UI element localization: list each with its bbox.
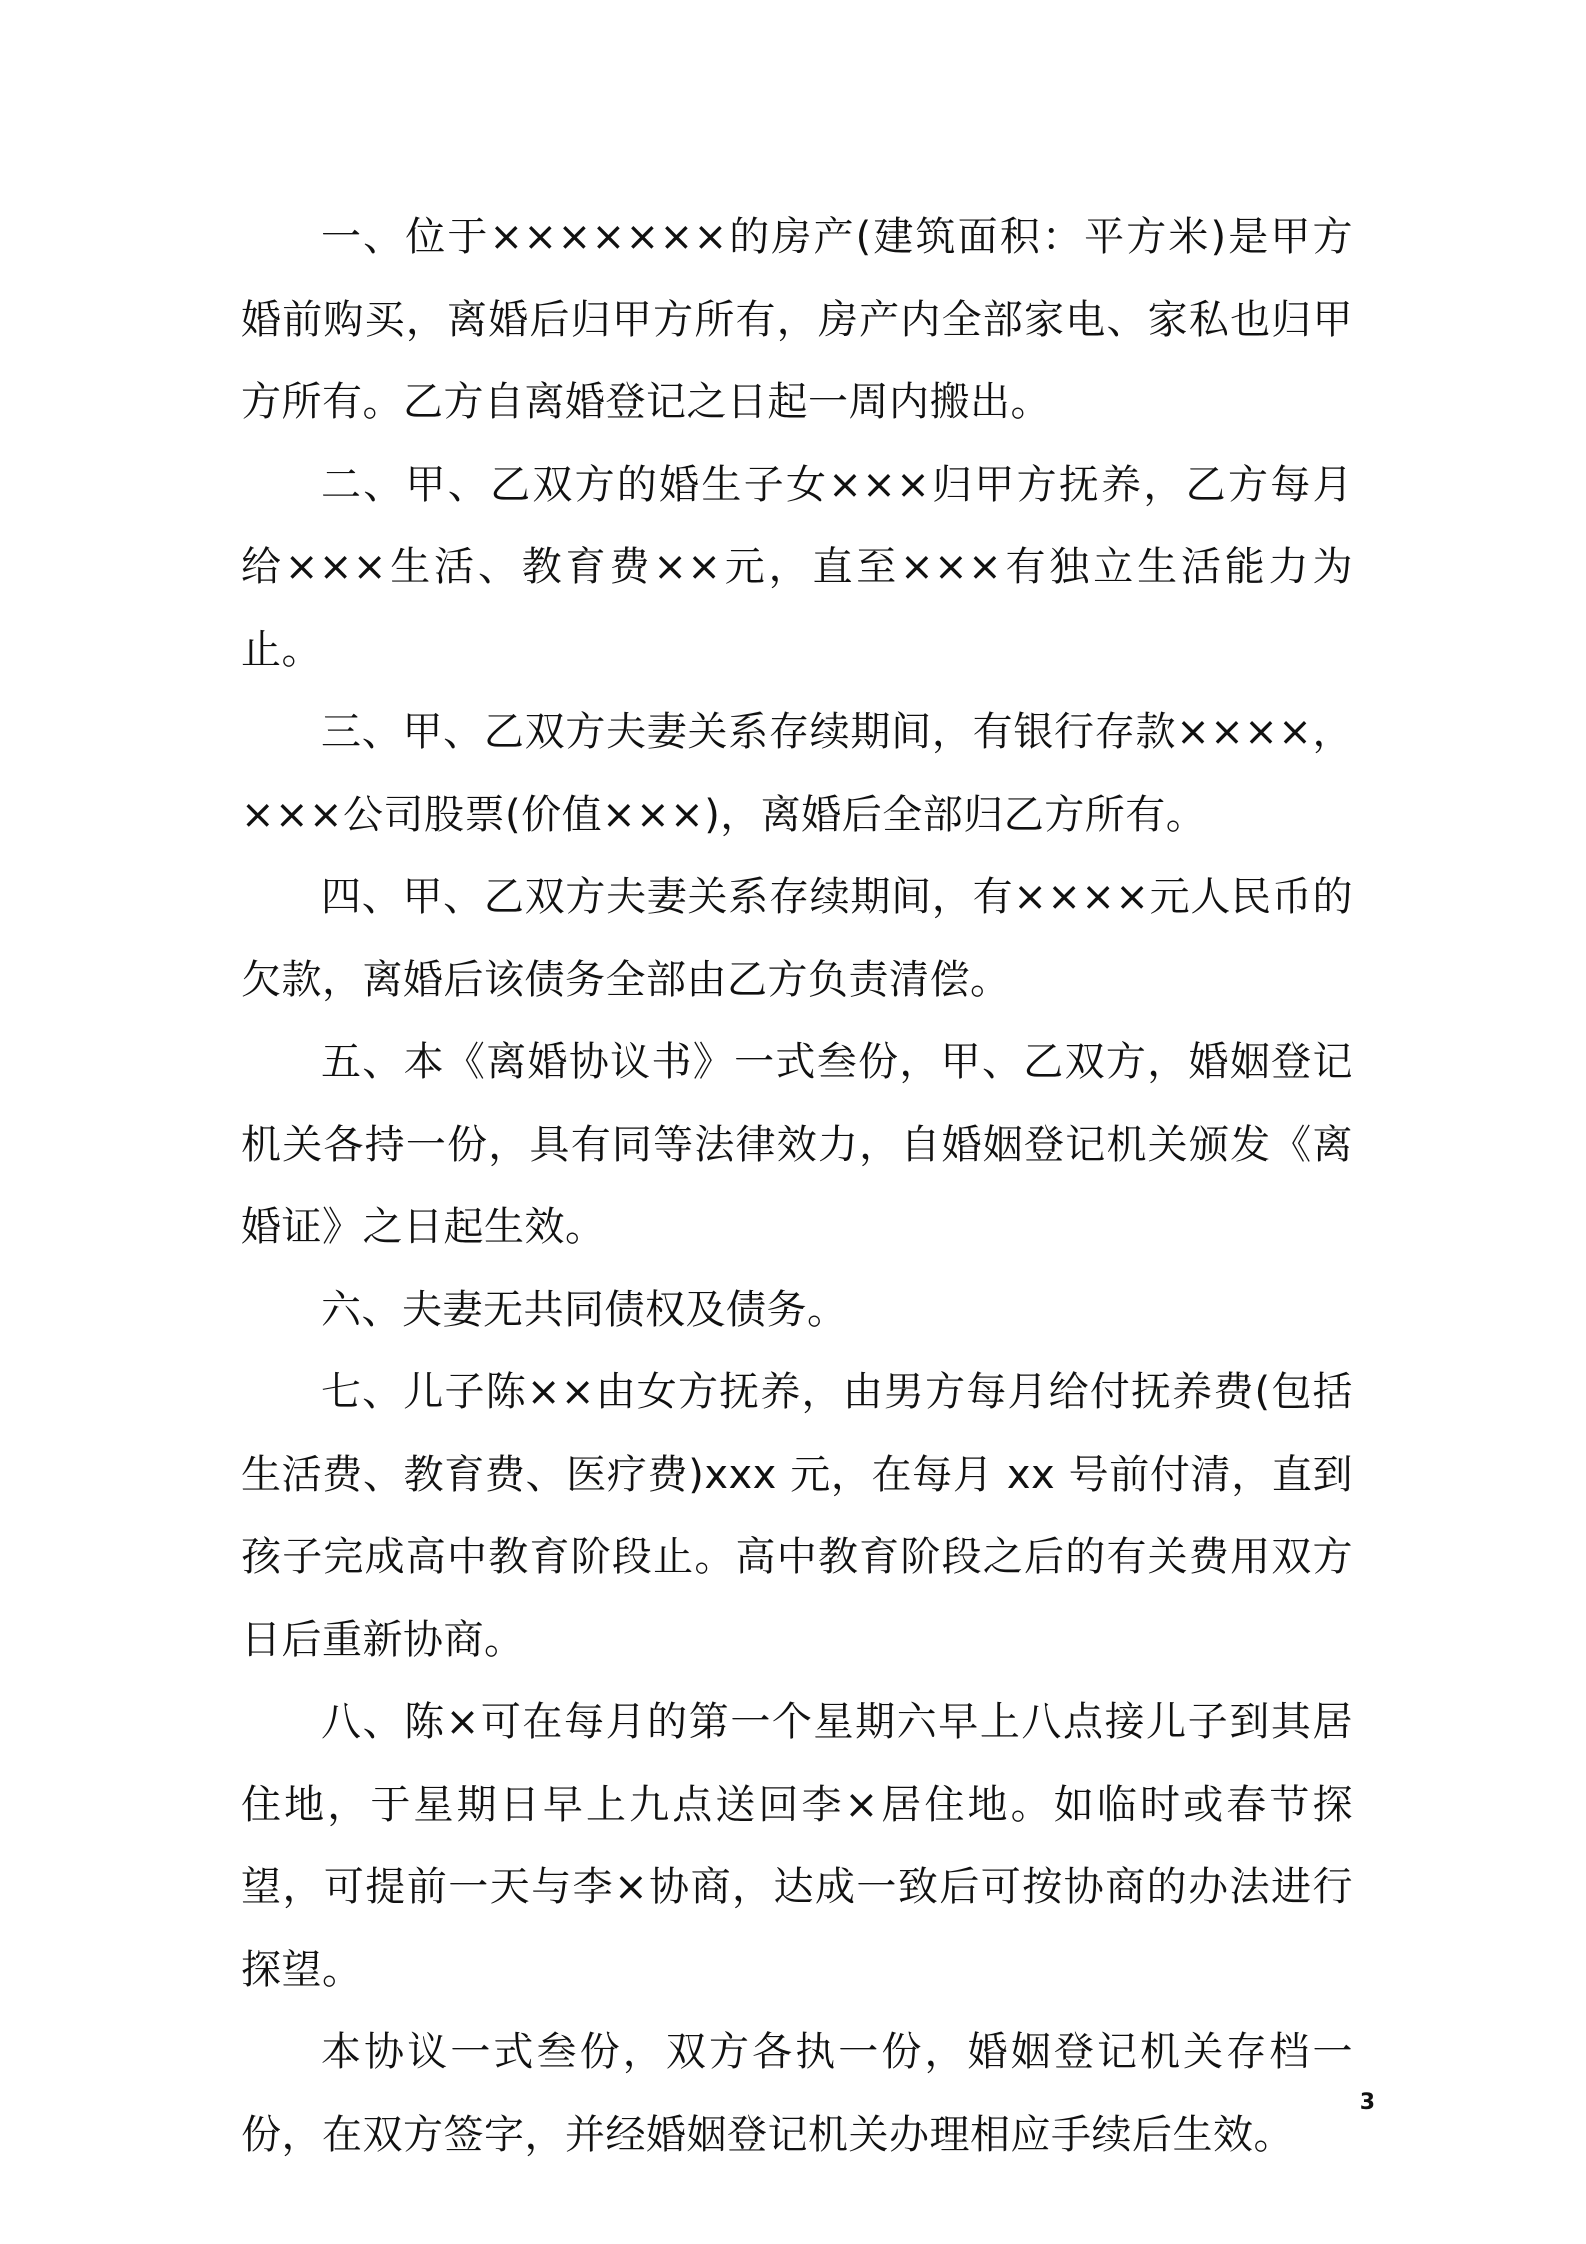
document-body (241, 196, 1353, 2176)
clause-7: 七、儿子陈××由女方抚养，由男方每月给付抚养费(包括生活费、教育费、医疗费)xxx 元，在每月 xx 号前付清，直到孩子完成高中教育阶段止。高中教育阶段之后的有关费用双方日后重新协商。 (241, 1369, 1353, 1663)
clause-3: 三、甲、乙双方夫妻关系存续期间，有银行存款××××，×××公司股票(价值×××)，离婚后全部归乙方所有。 (241, 709, 1353, 838)
clause-2: 二、甲、乙双方的婚生子女×××归甲方抚养，乙方每月给×××生活、教育费××元，直至×××有独立生活能力为止。 (241, 461, 1353, 673)
page-number: 3 (1359, 2090, 1375, 2115)
clause-5: 五、本《离婚协议书》一式叁份，甲、乙双方，婚姻登记机关各持一份，具有同等法律效力，自婚姻登记机关颁发《离婚证》之日起生效。 (241, 1039, 1353, 1250)
closing-paragraph: 本协议一式叁份，双方各执一份，婚姻登记机关存档一份，在双方签字，并经婚姻登记机关办理相应手续后生效。 (241, 2029, 1353, 2158)
clause-8: 八、陈×可在每月的第一个星期六早上八点接儿子到其居住地，于星期日早上九点送回李×居住地。如临时或春节探望，可提前一天与李×协商，达成一致后可按协商的办法进行探望。 (241, 1699, 1353, 1993)
clause-1: 一、位于×××××××的房产(建筑面积：平方米)是甲方婚前购买，离婚后归甲方所有，房产内全部家电、家私也归甲方所有。乙方自离婚登记之日起一周内搬出。 (241, 214, 1353, 425)
clause-4: 四、甲、乙双方夫妻关系存续期间，有××××元人民币的欠款，离婚后该债务全部由乙方负责清偿。 (241, 874, 1353, 1003)
clause-6: 六、夫妻无共同债权及债务。 (321, 1286, 848, 1333)
